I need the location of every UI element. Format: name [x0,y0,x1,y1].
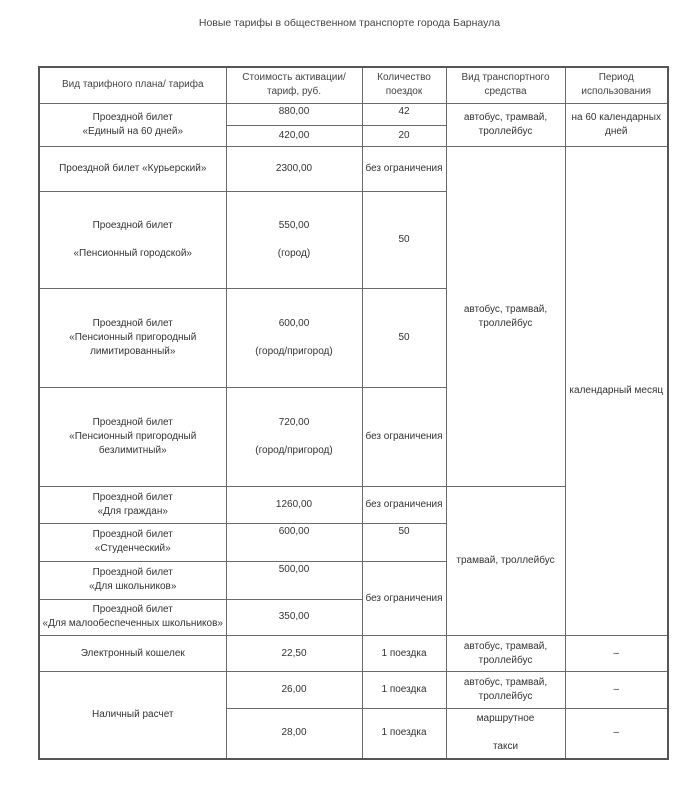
period-cash-a: – [565,672,668,708]
transport-cash-a: автобус, трамвай, троллейбус [446,672,565,708]
plan-single60: Проездной билет «Единый на 60 дней» [39,103,226,146]
table-row [39,147,668,192]
trips-cash-b: 1 поездка [362,708,446,759]
trips-student: 50 [362,523,446,561]
table-row [39,103,668,125]
table-header-row [39,67,668,103]
trips-single60-a: 42 [362,103,446,125]
table-row [39,672,668,708]
transport-group1: автобус, трамвай, троллейбус [446,147,565,487]
cost-citizens: 1260,00 [226,487,362,523]
trips-pension-suburban-limited: 50 [362,289,446,388]
plan-pension-suburban-unlimited: Проездной билет «Пенсионный пригородный безлимитный» [39,388,226,487]
cost-courier: 2300,00 [226,147,362,192]
tariff-table [38,66,669,760]
table-row [39,635,668,671]
cost-cash-a: 26,00 [226,672,362,708]
trips-single60-b: 20 [362,126,446,147]
period-single60: на 60 календарных дней [565,103,668,146]
transport-group2: трамвай, троллейбус [446,487,565,636]
trips-citizens: без ограничения [362,487,446,523]
plan-schoolkids: Проездной билет «Для школьников» [39,562,226,599]
plan-low-income: Проездной билет «Для малообеспеченных школьников» [39,599,226,635]
plan-pension-city: Проездной билет «Пенсионный городской» [39,191,226,288]
cost-pension-suburban-limited: 600,00 (город/пригород) [226,289,362,388]
header-cost: Стоимость активации/ тариф, руб. [226,67,362,103]
plan-courier: Проездной билет «Курьерский» [39,147,226,192]
transport-ewallet: автобус, трамвай, троллейбус [446,635,565,671]
plan-cash: Наличный расчет [39,672,226,759]
cost-schoolkids: 500,00 [226,562,362,599]
transport-cash-b: маршрутное такси [446,708,565,759]
cost-single60-a: 880,00 [226,103,362,125]
header-period: Период использования [565,67,668,103]
header-trips: Количество поездок [362,67,446,103]
period-ewallet: – [565,635,668,671]
cost-single60-b: 420,00 [226,126,362,147]
trips-pension-city: 50 [362,191,446,288]
trips-pension-suburban-unlimited: без ограничения [362,388,446,487]
header-plan: Вид тарифного плана/ тарифа [39,67,226,103]
period-cash-b: – [565,708,668,759]
trips-cash-a: 1 поездка [362,672,446,708]
transport-single60: автобус, трамвай, троллейбус [446,103,565,146]
header-transport: Вид транспортного средства [446,67,565,103]
cost-low-income: 350,00 [226,599,362,635]
plan-student: Проездной билет «Студенческий» [39,523,226,561]
period-monthly: календарный месяц [565,147,668,636]
cost-cash-b: 28,00 [226,708,362,759]
page-title: Новые тарифы в общественном транспорте города Барнаула [198,17,501,29]
trips-ewallet: 1 поездка [362,635,446,671]
cost-pension-suburban-unlimited: 720,00 (город/пригород) [226,388,362,487]
plan-ewallet: Электронный кошелек [39,635,226,671]
cost-student: 600,00 [226,523,362,561]
cost-pension-city: 550,00 (город) [226,191,362,288]
cost-ewallet: 22,50 [226,635,362,671]
trips-courier: без ограничения [362,147,446,192]
plan-pension-suburban-limited: Проездной билет «Пенсионный пригородный лимитированный» [39,289,226,388]
trips-school: без ограничения [362,562,446,636]
plan-citizens: Проездной билет «Для граждан» [39,487,226,523]
